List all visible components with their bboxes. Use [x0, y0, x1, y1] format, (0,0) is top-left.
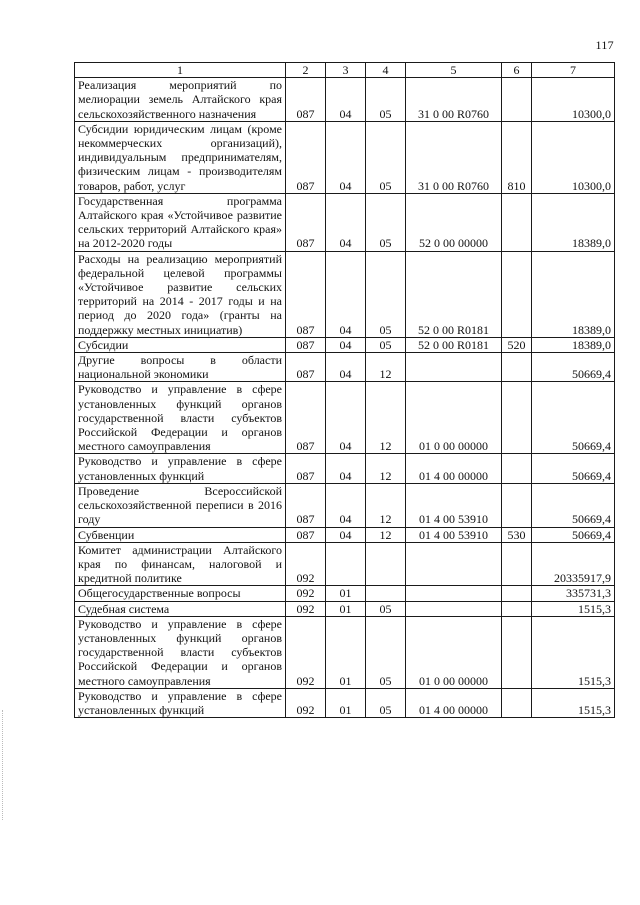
expense-type-code-cell	[502, 382, 532, 454]
subsection-code-cell: 12	[366, 527, 406, 542]
budget-table	[74, 62, 615, 718]
expense-type-code-cell	[502, 78, 532, 122]
admin-code-cell: 087	[286, 483, 326, 527]
table-row	[75, 527, 615, 542]
section-code-cell: 04	[326, 337, 366, 352]
amount-cell: 50669,4	[532, 483, 615, 527]
subsection-code-cell: 05	[366, 78, 406, 122]
expense-type-code-cell	[502, 616, 532, 688]
target-item-code-cell: 01 0 00 00000	[406, 382, 502, 454]
table-row	[75, 78, 615, 122]
subsection-code-cell: 05	[366, 251, 406, 337]
amount-cell: 18389,0	[532, 337, 615, 352]
section-code-cell: 04	[326, 121, 366, 193]
table-row	[75, 616, 615, 688]
expense-name-cell: Общегосударственные вопросы	[75, 586, 286, 601]
expense-name-cell: Руководство и управление в сфере установленных функций	[75, 454, 286, 483]
section-code-cell: 04	[326, 454, 366, 483]
amount-cell: 18389,0	[532, 251, 615, 337]
page-number: 117	[595, 38, 614, 52]
expense-name-cell: Судебная система	[75, 601, 286, 616]
amount-cell: 50669,4	[532, 353, 615, 382]
expense-name-cell: Реализация мероприятий по мелиорации земель Алтайского края сельскохозяйственного назначения	[75, 78, 286, 122]
admin-code-cell: 087	[286, 454, 326, 483]
table-row	[75, 542, 615, 586]
subsection-code-cell: 05	[366, 193, 406, 251]
table-row	[75, 193, 615, 251]
section-code-cell: 04	[326, 251, 366, 337]
column-header-1: 1	[75, 63, 286, 78]
section-code-cell: 04	[326, 382, 366, 454]
section-code-cell: 01	[326, 616, 366, 688]
amount-cell: 1515,3	[532, 688, 615, 717]
amount-cell: 18389,0	[532, 193, 615, 251]
expense-name-cell: Расходы на реализацию мероприятий федеральной целевой программы «Устойчивое развитие сельских территорий на 2014 - 2017 годы и на период до 2020 года» (гранты на поддержку местных инициатив)	[75, 251, 286, 337]
amount-cell: 1515,3	[532, 616, 615, 688]
admin-code-cell: 087	[286, 121, 326, 193]
expense-name-cell: Проведение Всероссийской сельскохозяйственной переписи в 2016 году	[75, 483, 286, 527]
amount-cell: 20335917,9	[532, 542, 615, 586]
table-row	[75, 121, 615, 193]
expense-name-cell: Государственная программа Алтайского края «Устойчивое развитие сельских территорий Алтайского края» на 2012-2020 годы	[75, 193, 286, 251]
amount-cell: 1515,3	[532, 601, 615, 616]
target-item-code-cell: 31 0 00 R0760	[406, 121, 502, 193]
expense-name-cell: Комитет администрации Алтайского края по финансам, налоговой и кредитной политике	[75, 542, 286, 586]
expense-type-code-cell	[502, 586, 532, 601]
subsection-code-cell: 05	[366, 121, 406, 193]
admin-code-cell: 087	[286, 353, 326, 382]
expense-name-cell: Руководство и управление в сфере установленных функций	[75, 688, 286, 717]
column-header-7: 7	[532, 63, 615, 78]
target-item-code-cell	[406, 353, 502, 382]
table-row	[75, 337, 615, 352]
column-header-3: 3	[326, 63, 366, 78]
section-code-cell: 01	[326, 688, 366, 717]
admin-code-cell: 087	[286, 193, 326, 251]
target-item-code-cell: 52 0 00 00000	[406, 193, 502, 251]
amount-cell: 10300,0	[532, 78, 615, 122]
expense-type-code-cell	[502, 601, 532, 616]
target-item-code-cell	[406, 542, 502, 586]
admin-code-cell: 092	[286, 586, 326, 601]
table-row	[75, 688, 615, 717]
amount-cell: 50669,4	[532, 382, 615, 454]
amount-cell: 335731,3	[532, 586, 615, 601]
expense-type-code-cell: 520	[502, 337, 532, 352]
section-code-cell: 04	[326, 193, 366, 251]
admin-code-cell: 087	[286, 337, 326, 352]
target-item-code-cell: 01 4 00 00000	[406, 454, 502, 483]
admin-code-cell: 092	[286, 616, 326, 688]
target-item-code-cell	[406, 586, 502, 601]
column-header-4: 4	[366, 63, 406, 78]
target-item-code-cell: 01 0 00 00000	[406, 616, 502, 688]
expense-name-cell: Другие вопросы в области национальной экономики	[75, 353, 286, 382]
expense-type-code-cell	[502, 251, 532, 337]
table-row	[75, 586, 615, 601]
target-item-code-cell: 52 0 00 R0181	[406, 251, 502, 337]
expense-type-code-cell: 530	[502, 527, 532, 542]
amount-cell: 10300,0	[532, 121, 615, 193]
table-row	[75, 454, 615, 483]
expense-type-code-cell	[502, 353, 532, 382]
admin-code-cell: 087	[286, 78, 326, 122]
scan-margin-mark	[2, 710, 4, 820]
subsection-code-cell: 12	[366, 454, 406, 483]
expense-type-code-cell	[502, 542, 532, 586]
column-header-5: 5	[406, 63, 502, 78]
section-code-cell: 01	[326, 601, 366, 616]
target-item-code-cell	[406, 601, 502, 616]
admin-code-cell: 092	[286, 688, 326, 717]
table-body	[75, 78, 615, 718]
expense-type-code-cell: 810	[502, 121, 532, 193]
column-header-2: 2	[286, 63, 326, 78]
amount-cell: 50669,4	[532, 527, 615, 542]
target-item-code-cell: 01 4 00 00000	[406, 688, 502, 717]
admin-code-cell: 087	[286, 527, 326, 542]
expense-name-cell: Руководство и управление в сфере установленных функций органов государственной власти субъектов Российской Федерации и органов местного самоуправления	[75, 382, 286, 454]
table-row	[75, 601, 615, 616]
expense-type-code-cell	[502, 193, 532, 251]
expense-name-cell: Субсидии	[75, 337, 286, 352]
expense-name-cell: Руководство и управление в сфере установленных функций органов государственной власти субъектов Российской Федерации и органов местного самоуправления	[75, 616, 286, 688]
subsection-code-cell: 12	[366, 382, 406, 454]
section-code-cell: 04	[326, 353, 366, 382]
section-code-cell	[326, 542, 366, 586]
subsection-code-cell: 12	[366, 483, 406, 527]
table-row	[75, 483, 615, 527]
admin-code-cell: 087	[286, 382, 326, 454]
admin-code-cell: 092	[286, 542, 326, 586]
expense-type-code-cell	[502, 454, 532, 483]
subsection-code-cell	[366, 542, 406, 586]
section-code-cell: 04	[326, 483, 366, 527]
subsection-code-cell: 05	[366, 601, 406, 616]
expense-type-code-cell	[502, 688, 532, 717]
target-item-code-cell: 01 4 00 53910	[406, 527, 502, 542]
section-code-cell: 04	[326, 527, 366, 542]
expense-name-cell: Субвенции	[75, 527, 286, 542]
admin-code-cell: 087	[286, 251, 326, 337]
subsection-code-cell	[366, 586, 406, 601]
subsection-code-cell: 05	[366, 337, 406, 352]
amount-cell: 50669,4	[532, 454, 615, 483]
table-row	[75, 353, 615, 382]
target-item-code-cell: 52 0 00 R0181	[406, 337, 502, 352]
expense-name-cell: Субсидии юридическим лицам (кроме некоммерческих организаций), индивидуальным предпринимателям, физическим лицам - производителям товаров, работ, услуг	[75, 121, 286, 193]
target-item-code-cell: 01 4 00 53910	[406, 483, 502, 527]
header-row	[75, 63, 615, 78]
admin-code-cell: 092	[286, 601, 326, 616]
table-row	[75, 382, 615, 454]
subsection-code-cell: 05	[366, 688, 406, 717]
table-row	[75, 251, 615, 337]
subsection-code-cell: 05	[366, 616, 406, 688]
target-item-code-cell: 31 0 00 R0760	[406, 78, 502, 122]
subsection-code-cell: 12	[366, 353, 406, 382]
column-header-6: 6	[502, 63, 532, 78]
section-code-cell: 04	[326, 78, 366, 122]
section-code-cell: 01	[326, 586, 366, 601]
expense-type-code-cell	[502, 483, 532, 527]
